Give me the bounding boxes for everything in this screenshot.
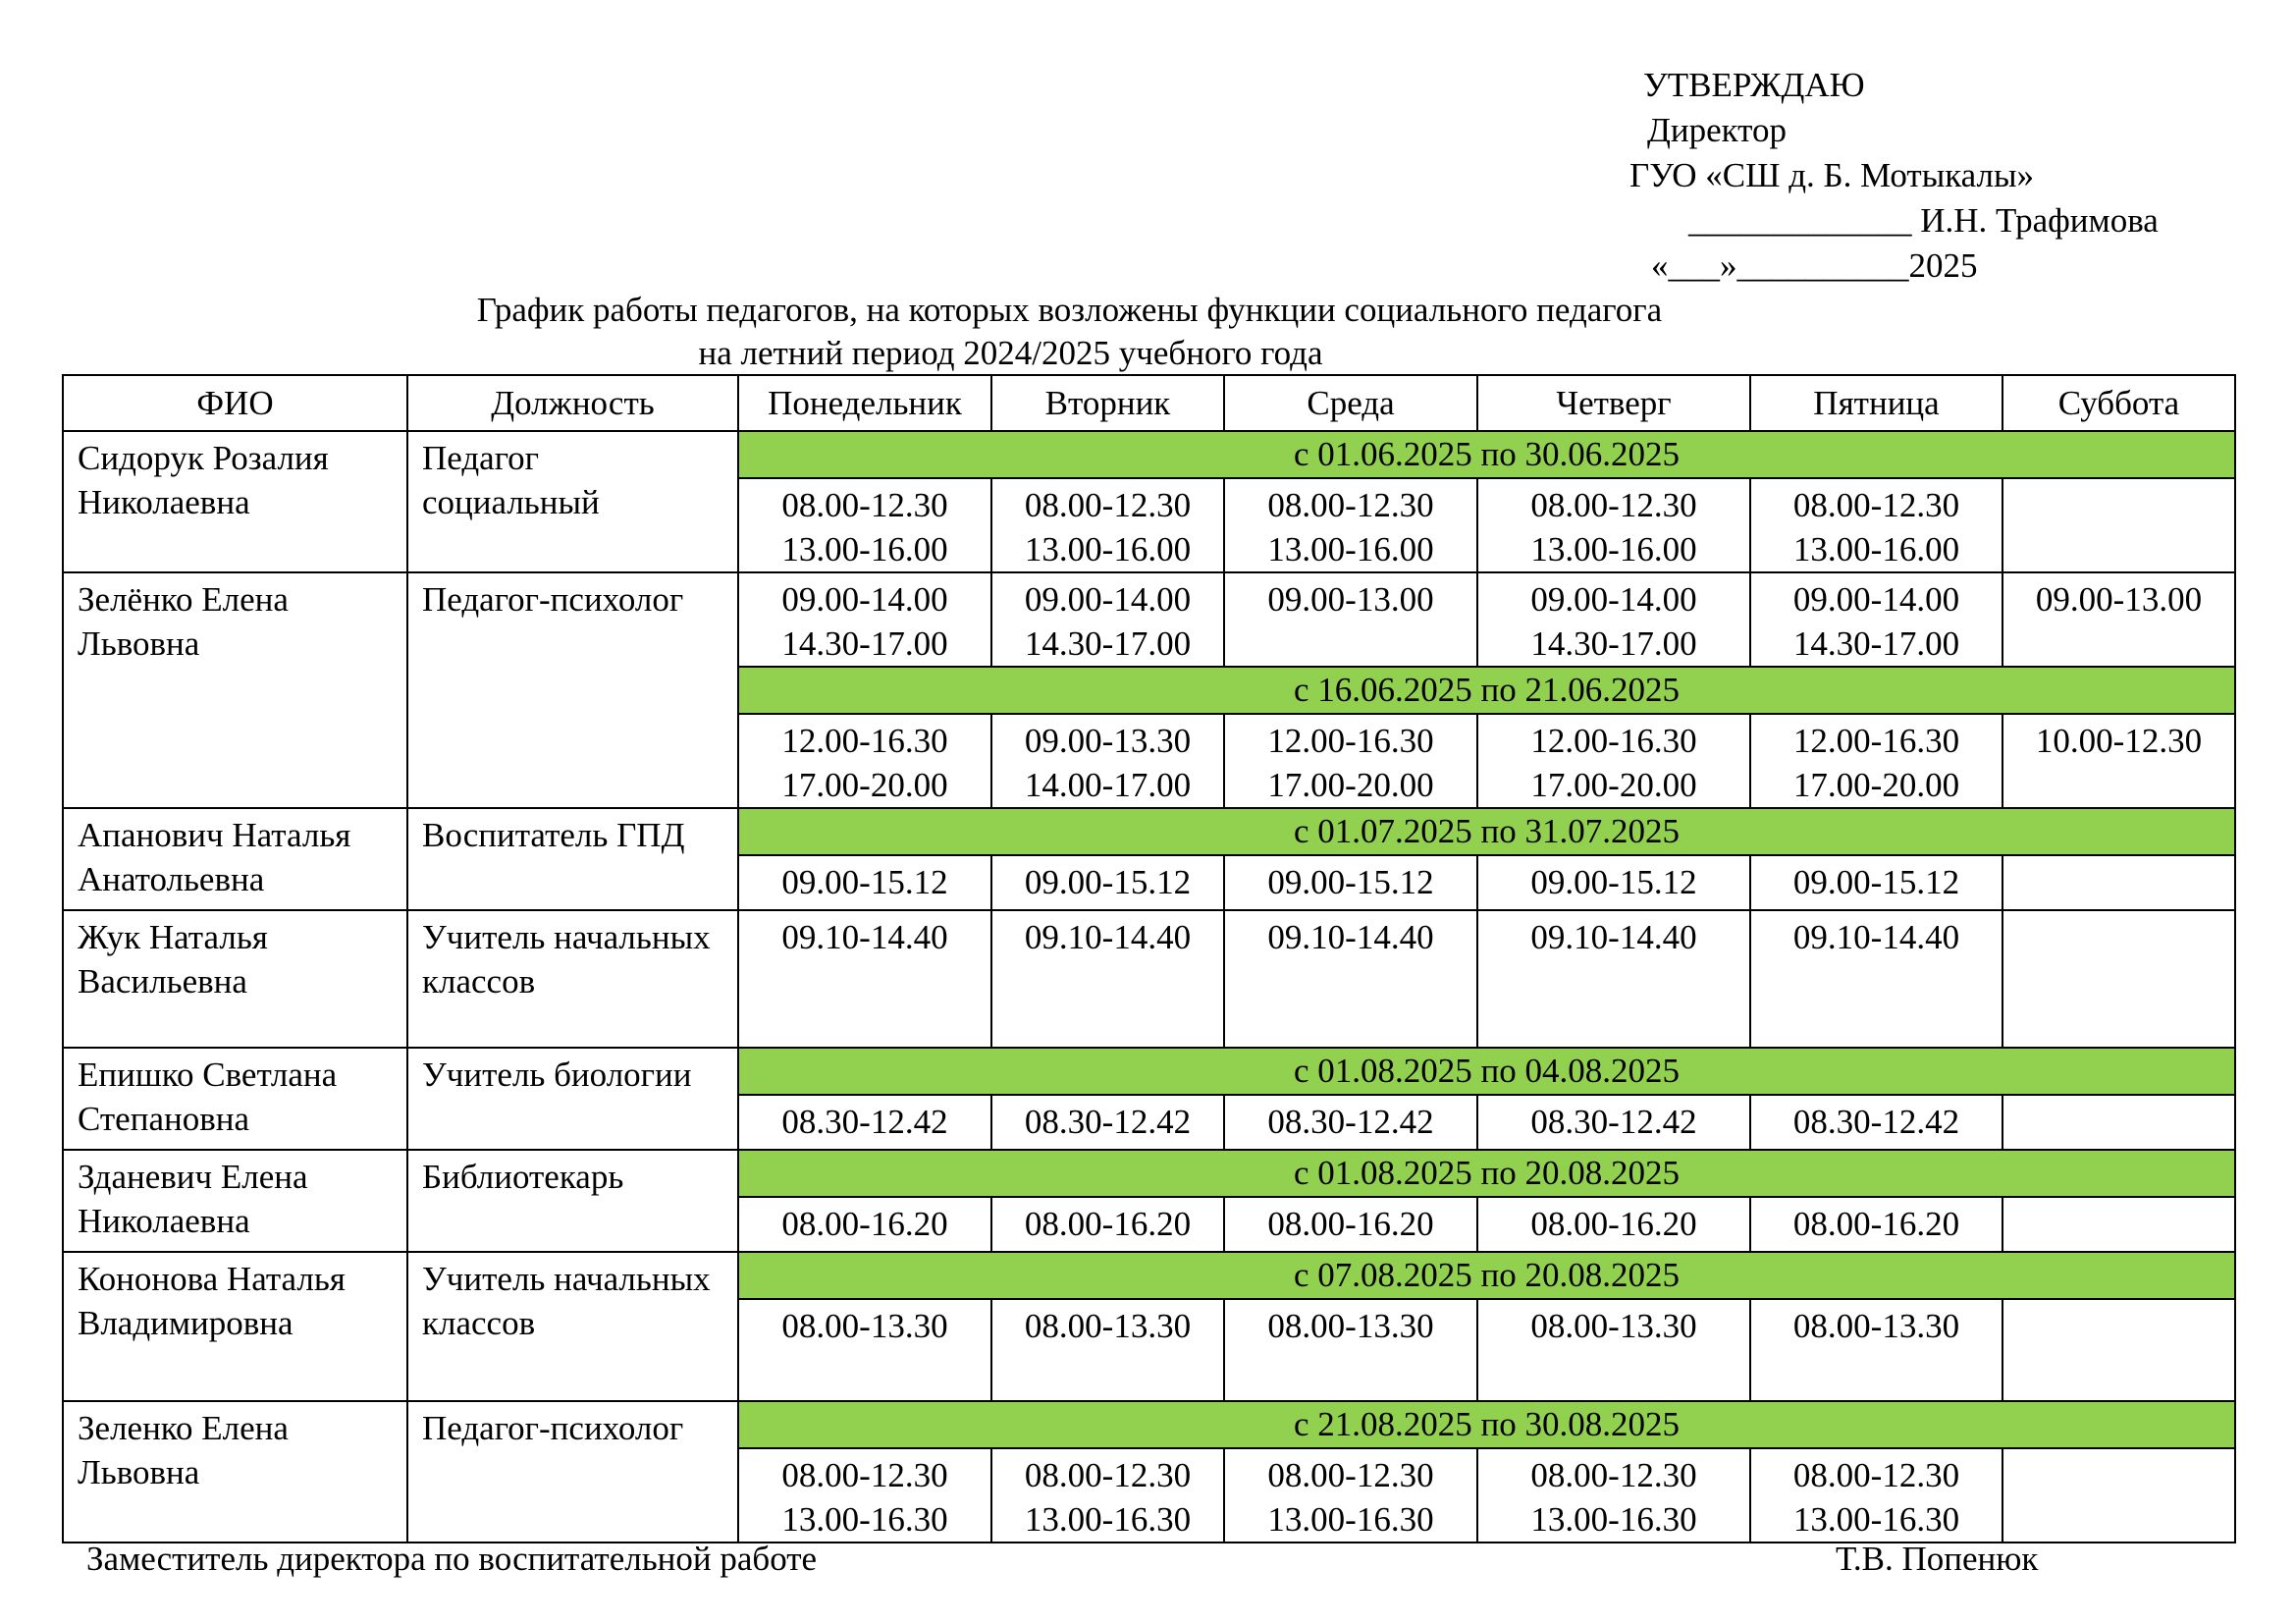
time-range: 14.30-17.00 — [1792, 624, 1960, 663]
time-cell — [738, 714, 991, 808]
time-range: 13.00-16.00 — [1024, 530, 1192, 568]
time-cell — [991, 1448, 1224, 1543]
time-cell — [1477, 478, 1750, 572]
header-wednesday: Среда — [1224, 375, 1477, 431]
time-range: 08.00-13.30 — [781, 1307, 948, 1345]
time-range: 08.30-12.42 — [1024, 1103, 1192, 1141]
time-cell — [2002, 910, 2235, 1048]
header-saturday: Суббота — [2002, 375, 2235, 431]
time-cell — [991, 855, 1224, 910]
period-banner: с 01.08.2025 по 20.08.2025 — [738, 1150, 2235, 1197]
time-cell — [991, 910, 1224, 1048]
period-row — [63, 1401, 2235, 1448]
time-cell — [738, 1299, 991, 1401]
time-range: 08.00-16.20 — [1024, 1205, 1192, 1243]
time-cell — [1224, 714, 1477, 808]
time-cell — [1224, 572, 1477, 667]
time-range: 08.00-16.20 — [1792, 1205, 1960, 1243]
time-cell — [1224, 910, 1477, 1048]
time-cell — [2002, 855, 2235, 910]
header-position: Должность — [407, 375, 738, 431]
time-range: 09.00-14.00 — [1530, 580, 1697, 619]
approval-heading: УТВЕРЖДАЮ — [1643, 66, 1865, 104]
time-cell — [1750, 1197, 2002, 1252]
time-cell — [2002, 572, 2235, 667]
time-cell — [1224, 1197, 1477, 1252]
time-range: 12.00-16.30 — [1267, 722, 1434, 760]
time-cell — [1477, 855, 1750, 910]
document-title: График работы педагогов, на которых возложены функции социального педагога — [476, 291, 1663, 329]
teacher-name: Кононова Наталья Владимировна — [63, 1252, 407, 1401]
time-range: 17.00-20.00 — [1267, 766, 1434, 804]
time-cell — [1477, 1095, 1750, 1150]
approval-block — [1629, 63, 2159, 289]
time-cell — [991, 1095, 1224, 1150]
time-cell — [2002, 478, 2235, 572]
time-range: 08.00-12.30 — [1530, 1456, 1697, 1494]
time-cell — [991, 572, 1224, 667]
time-cell — [2002, 1448, 2235, 1543]
approval-date-line: «___»__________2025 — [1651, 246, 1978, 285]
teacher-position: Педагог-психолог — [407, 1401, 738, 1543]
time-range: 08.00-12.30 — [1267, 1456, 1434, 1494]
time-cell — [2002, 1299, 2235, 1401]
time-cell — [1224, 478, 1477, 572]
header-fio: ФИО — [63, 375, 407, 431]
teacher-name: Зелёнко Елена Львовна — [63, 572, 407, 808]
header-monday: Понедельник — [738, 375, 991, 431]
teacher-position: Учитель начальных классов — [407, 910, 738, 1048]
period-banner: с 16.06.2025 по 21.06.2025 — [738, 667, 2235, 714]
period-row — [63, 1150, 2235, 1197]
time-range: 08.00-12.30 — [1024, 1456, 1192, 1494]
time-cell — [991, 1197, 1224, 1252]
teacher-name: Епишко Светлана Степановна — [63, 1048, 407, 1150]
time-range: 12.00-16.30 — [1530, 722, 1697, 760]
time-cell — [1477, 1197, 1750, 1252]
time-range: 13.00-16.30 — [1530, 1500, 1697, 1539]
time-range: 08.00-12.30 — [1792, 486, 1960, 524]
time-range: 09.00-13.00 — [2035, 580, 2203, 619]
time-range: 09.00-15.12 — [1530, 863, 1697, 901]
time-range: 14.00-17.00 — [1024, 766, 1192, 804]
time-range: 09.00-13.00 — [1267, 580, 1434, 619]
time-range: 09.00-15.12 — [781, 863, 948, 901]
time-cell — [991, 714, 1224, 808]
time-range: 08.00-13.30 — [1267, 1307, 1434, 1345]
time-range: 17.00-20.00 — [1530, 766, 1697, 804]
time-range: 09.10-14.40 — [1267, 918, 1434, 956]
time-range: 17.00-20.00 — [1792, 766, 1960, 804]
time-cell — [1477, 1299, 1750, 1401]
time-cell — [2002, 714, 2235, 808]
header-thursday: Четверг — [1477, 375, 1750, 431]
time-cell — [1224, 855, 1477, 910]
time-range: 08.00-13.30 — [1530, 1307, 1697, 1345]
time-cell — [738, 1197, 991, 1252]
footer-signer-title: Заместитель директора по воспитательной работе — [86, 1540, 818, 1578]
time-range: 08.30-12.42 — [1267, 1103, 1434, 1141]
time-cell — [738, 1448, 991, 1543]
schedule-body — [63, 431, 2235, 1543]
time-range: 09.00-15.12 — [1792, 863, 1960, 901]
table-row — [63, 572, 2235, 667]
time-cell — [1750, 910, 2002, 1048]
time-range: 09.10-14.40 — [1792, 918, 1960, 956]
approval-director-title: Директор — [1647, 111, 1788, 149]
time-cell — [1750, 1299, 2002, 1401]
time-range: 12.00-16.30 — [1792, 722, 1960, 760]
time-cell — [1750, 478, 2002, 572]
time-cell — [738, 478, 991, 572]
time-range: 08.00-12.30 — [1530, 486, 1697, 524]
time-range: 08.00-12.30 — [1024, 486, 1192, 524]
time-range: 09.00-13.30 — [1024, 722, 1192, 760]
teacher-position: Учитель начальных классов — [407, 1252, 738, 1401]
time-range: 08.00-12.30 — [1267, 486, 1434, 524]
time-cell — [738, 855, 991, 910]
time-range: 14.30-17.00 — [781, 624, 948, 663]
time-range: 13.00-16.30 — [1024, 1500, 1192, 1539]
time-range: 13.00-16.00 — [781, 530, 948, 568]
time-cell — [738, 572, 991, 667]
time-range: 09.00-14.00 — [1024, 580, 1192, 619]
time-cell — [1477, 572, 1750, 667]
schedule-table — [62, 374, 2236, 1543]
time-range: 13.00-16.30 — [1792, 1500, 1960, 1539]
time-range: 12.00-16.30 — [781, 722, 948, 760]
teacher-name: Жук Наталья Васильевна — [63, 910, 407, 1048]
time-cell — [1224, 1095, 1477, 1150]
time-range: 14.30-17.00 — [1024, 624, 1192, 663]
time-range: 08.00-16.20 — [781, 1205, 948, 1243]
document-subtitle: на летний период 2024/2025 учебного года — [698, 334, 1323, 372]
time-range: 13.00-16.00 — [1267, 530, 1434, 568]
period-banner: с 01.06.2025 по 30.06.2025 — [738, 431, 2235, 478]
period-banner: с 07.08.2025 по 20.08.2025 — [738, 1252, 2235, 1299]
teacher-name: Сидорук Розалия Николаевна — [63, 431, 407, 572]
footer-signer-name: Т.В. Попенюк — [1836, 1540, 2039, 1578]
time-range: 09.10-14.40 — [1530, 918, 1697, 956]
teacher-name: Апанович Наталья Анатольевна — [63, 808, 407, 910]
teacher-position: Педагог социальный — [407, 431, 738, 572]
time-cell — [1750, 855, 2002, 910]
time-range: 09.00-15.12 — [1267, 863, 1434, 901]
teacher-position: Педагог-психолог — [407, 572, 738, 808]
teacher-position: Воспитатель ГПД — [407, 808, 738, 910]
time-cell — [1750, 1095, 2002, 1150]
table-row — [63, 910, 2235, 1048]
time-range: 08.00-13.30 — [1024, 1307, 1192, 1345]
time-range: 10.00-12.30 — [2035, 722, 2203, 760]
period-row — [63, 808, 2235, 855]
time-range: 08.00-12.30 — [1792, 1456, 1960, 1494]
time-cell — [1750, 572, 2002, 667]
time-range: 08.30-12.42 — [781, 1103, 948, 1141]
time-cell — [991, 478, 1224, 572]
period-row — [63, 1048, 2235, 1095]
period-row — [63, 431, 2235, 478]
approval-signature-line: _____________ И.Н. Трафимова — [1688, 201, 2159, 240]
time-range: 08.00-16.20 — [1530, 1205, 1697, 1243]
time-range: 08.30-12.42 — [1792, 1103, 1960, 1141]
teacher-position: Учитель биологии — [407, 1048, 738, 1150]
header-tuesday: Вторник — [991, 375, 1224, 431]
time-cell — [1477, 910, 1750, 1048]
teacher-position: Библиотекарь — [407, 1150, 738, 1252]
time-cell — [991, 1299, 1224, 1401]
time-range: 08.00-16.20 — [1267, 1205, 1434, 1243]
time-cell — [1750, 714, 2002, 808]
time-cell — [1224, 1299, 1477, 1401]
period-banner: с 01.07.2025 по 31.07.2025 — [738, 808, 2235, 855]
teacher-name: Зданевич Елена Николаевна — [63, 1150, 407, 1252]
time-range: 14.30-17.00 — [1530, 624, 1697, 663]
time-range: 09.00-14.00 — [781, 580, 948, 619]
time-range: 09.00-14.00 — [1792, 580, 1960, 619]
header-friday: Пятница — [1750, 375, 2002, 431]
period-banner: с 21.08.2025 по 30.08.2025 — [738, 1401, 2235, 1448]
time-cell — [1477, 1448, 1750, 1543]
time-range: 13.00-16.30 — [1267, 1500, 1434, 1539]
time-cell — [1224, 1448, 1477, 1543]
time-range: 13.00-16.30 — [781, 1500, 948, 1539]
time-range: 17.00-20.00 — [781, 766, 948, 804]
time-cell — [2002, 1197, 2235, 1252]
time-range: 08.00-13.30 — [1792, 1307, 1960, 1345]
time-range: 08.30-12.42 — [1530, 1103, 1697, 1141]
time-range: 13.00-16.00 — [1792, 530, 1960, 568]
time-range: 09.10-14.40 — [781, 918, 948, 956]
time-range: 08.00-12.30 — [781, 1456, 948, 1494]
time-cell — [738, 910, 991, 1048]
time-cell — [738, 1095, 991, 1150]
time-range: 08.00-12.30 — [781, 486, 948, 524]
header-row — [63, 375, 2235, 431]
time-range: 09.00-15.12 — [1024, 863, 1192, 901]
time-cell — [1477, 714, 1750, 808]
time-cell — [1750, 1448, 2002, 1543]
period-row — [63, 1252, 2235, 1299]
time-range: 13.00-16.00 — [1530, 530, 1697, 568]
period-banner: с 01.08.2025 по 04.08.2025 — [738, 1048, 2235, 1095]
time-cell — [2002, 1095, 2235, 1150]
time-range: 09.10-14.40 — [1024, 918, 1192, 956]
approval-organization: ГУО «СШ д. Б. Мотыкалы» — [1629, 156, 2035, 194]
teacher-name: Зеленко Елена Львовна — [63, 1401, 407, 1543]
